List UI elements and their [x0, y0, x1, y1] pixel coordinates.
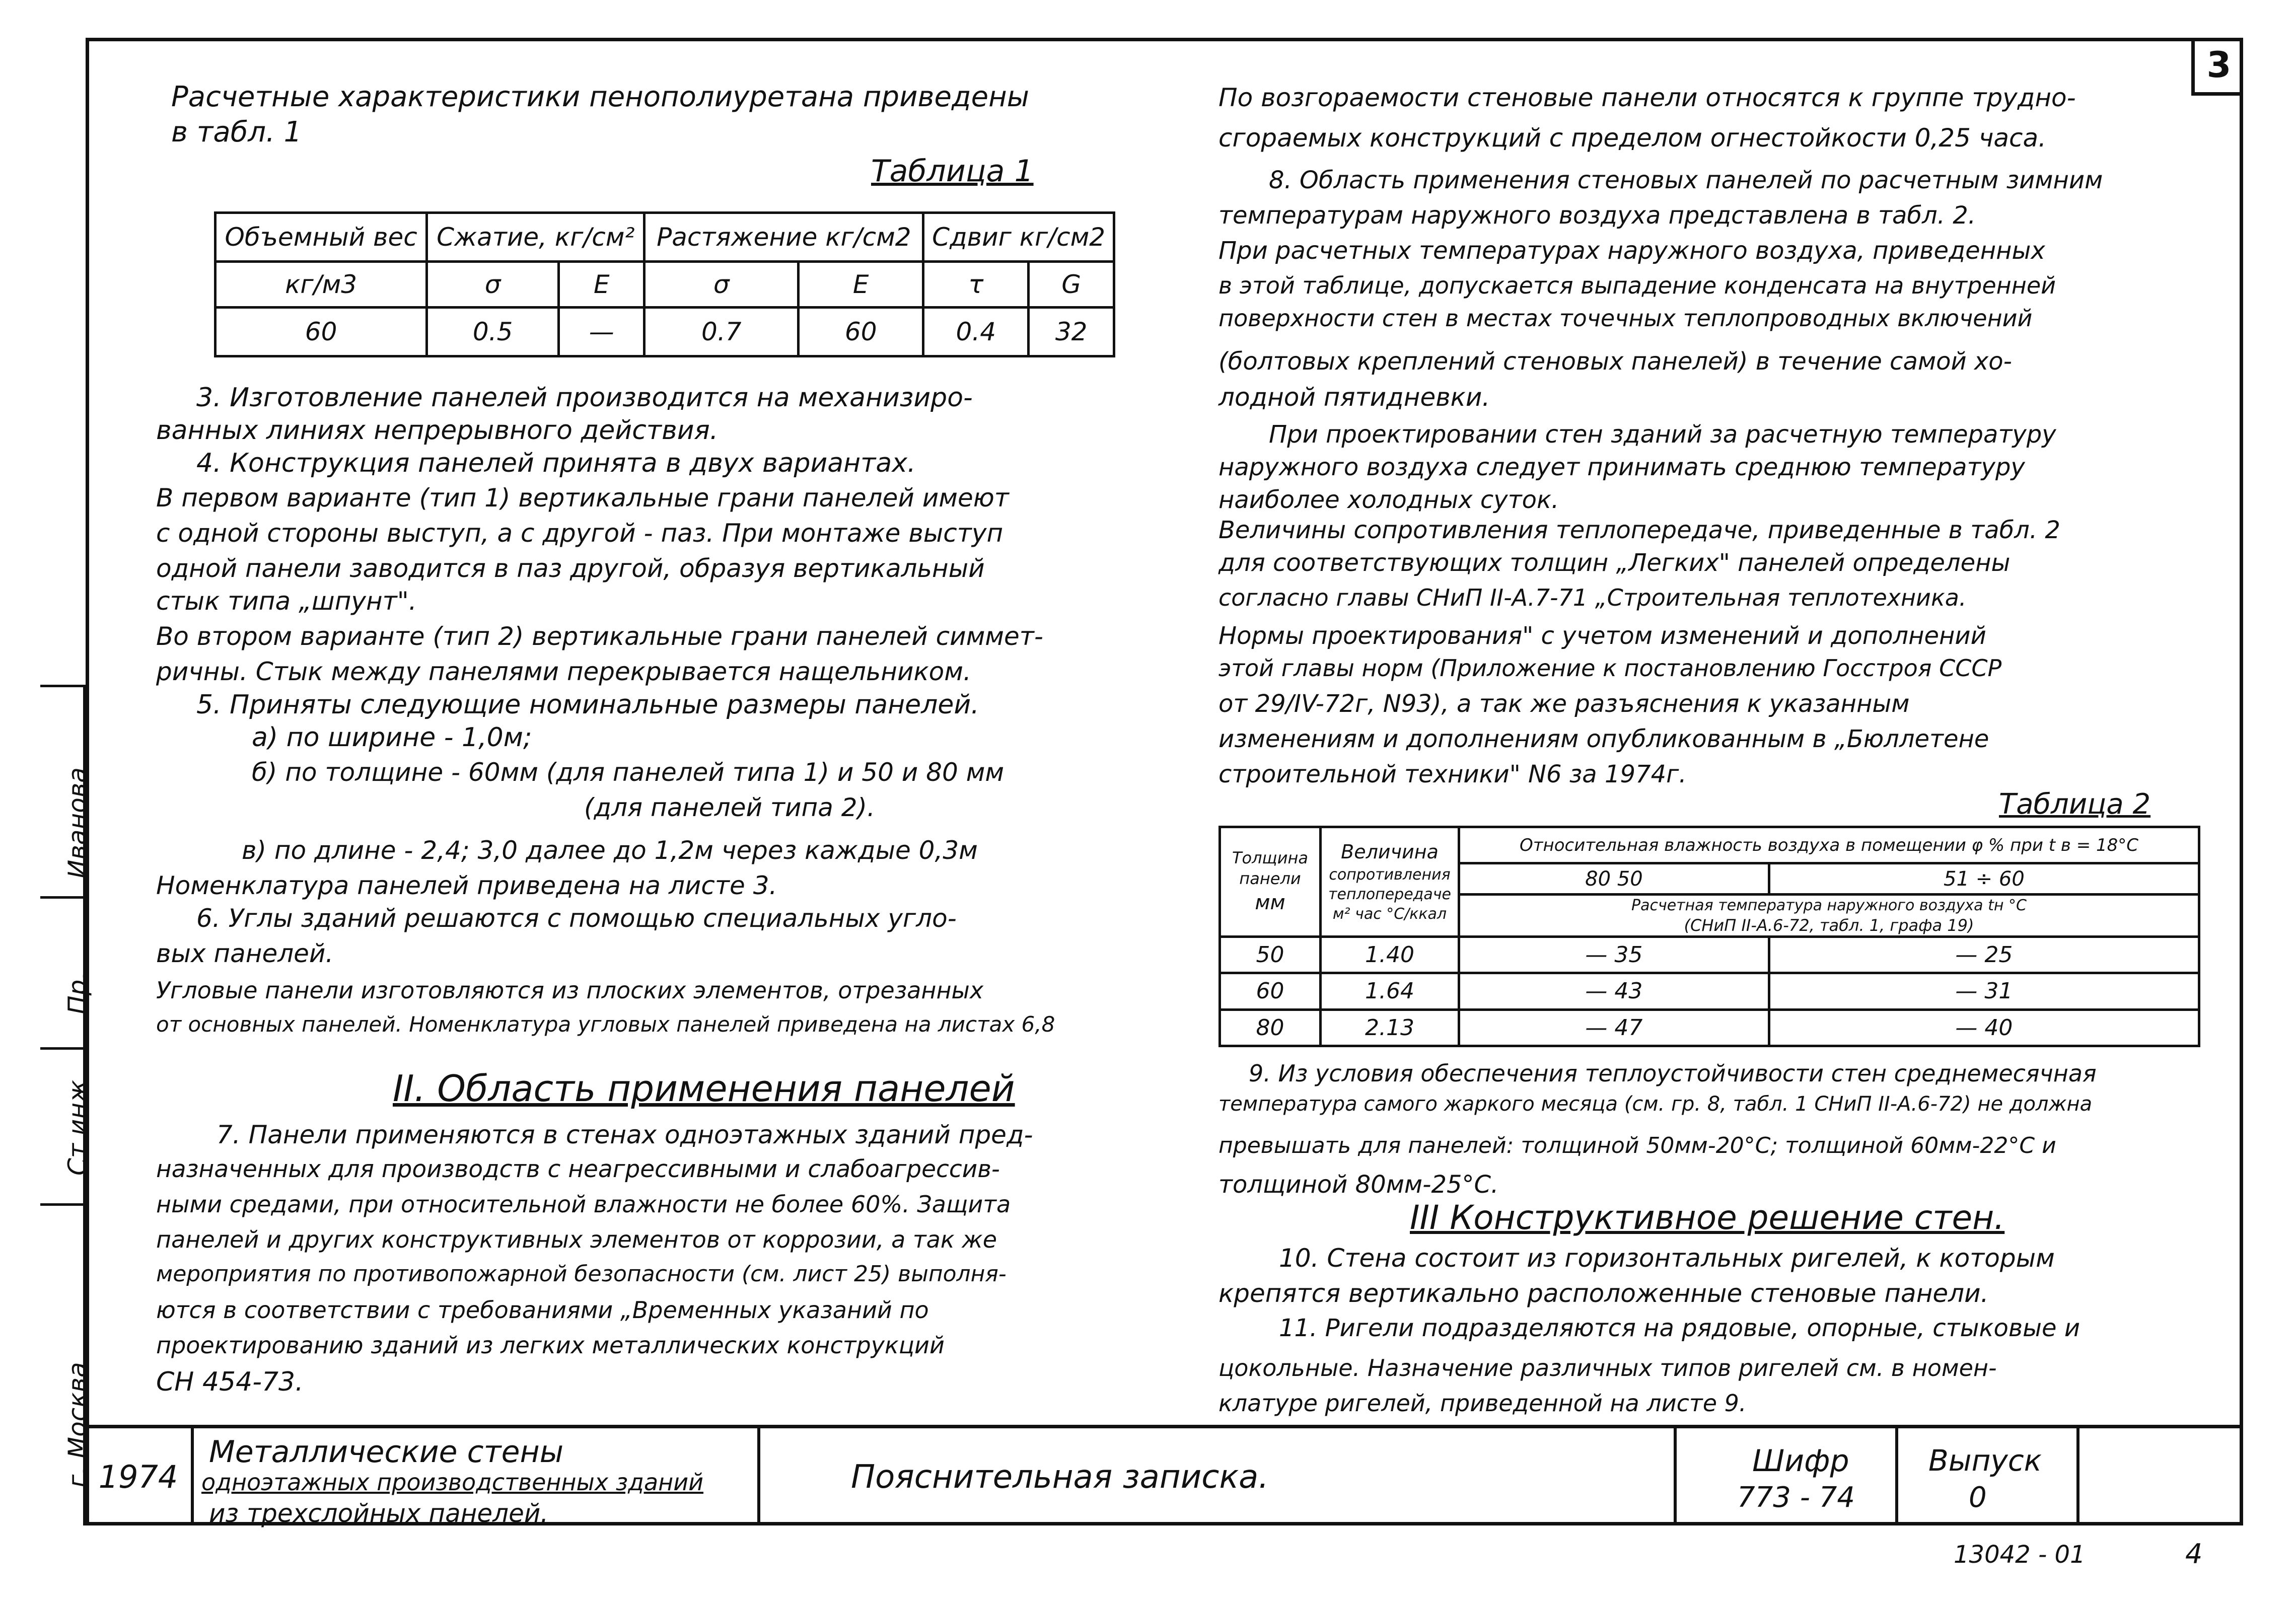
t2-h-resist-2: сопротивления — [1329, 865, 1451, 884]
para8-line2: температурам наружного воздуха представлена в табл. 2. — [1218, 201, 1976, 230]
t2-h-thickness-1: Толщина — [1232, 848, 1309, 867]
side-stinzh: Ст инж — [63, 1079, 92, 1176]
title-block — [86, 1425, 2243, 1528]
t2-h-resist-4: м² час °С/ккал — [1332, 905, 1447, 923]
para6-line1: 6. Углы зданий решаются с помощью специальных угло- — [196, 904, 957, 933]
para7-line7: проектированию зданий из легких металлических конструкций — [156, 1332, 945, 1359]
para4-line6: Во втором варианте (тип 2) вертикальные грани панелей симмет- — [156, 622, 1043, 651]
side-cell-sign — [40, 896, 92, 1047]
para7-line1: 7. Панели применяются в стенах одноэтажных зданий пред- — [217, 1120, 1033, 1149]
side-moskva: г. Москва — [63, 1362, 92, 1488]
para8-line6: (болтовых креплений стеновых панелей) в течение самой хо- — [1218, 347, 2012, 376]
para4-line5: стык типа „шпунт". — [156, 587, 417, 616]
para8-line7: лодной пятидневки. — [1218, 383, 1490, 412]
para4-line4: одной панели заводится в паз другой, образуя вертикальный — [156, 554, 985, 583]
t2-humidity-2: 51 ÷ 60 — [1769, 863, 2199, 895]
para7-line4: панелей и других конструктивных элементов от коррозии, а так же — [156, 1226, 997, 1253]
tb-issue-value: 0 — [1969, 1481, 1987, 1514]
resist-line7: изменениям и дополнениям опубликованным в „Бюллетене — [1218, 725, 1989, 753]
para9-line3: превышать для панелей: толщиной 50мм-20°С; толщиной 60мм-22°С и — [1218, 1133, 2056, 1158]
t2-row-50 — [1220, 936, 2199, 973]
t1-sym-e2: E — [799, 261, 923, 308]
page-number: 4 — [2185, 1538, 2203, 1570]
para7-line8: СН 454-73. — [156, 1367, 304, 1397]
t2-row-80 — [1220, 1009, 2199, 1046]
section3-title: III Конструктивное решение стен. — [1410, 1198, 2005, 1237]
para4-line7: ричны. Стык между панелями перекрывается нащельником. — [156, 657, 971, 686]
doc-code: 13042 - 01 — [1954, 1541, 2086, 1569]
para6-line3: Угловые панели изготовляются из плоских элементов, отрезанных — [156, 977, 984, 1004]
table1-caption: Таблица 1 — [871, 154, 1034, 189]
side-cell-moskva — [40, 1203, 92, 1525]
resist-line3: согласно главы СНиП II-А.7-71 „Строительная теплотехника. — [1218, 584, 1967, 611]
t1-h-compression: Сжатие, кг/см² — [427, 213, 644, 262]
para4-line1: 4. Конструкция панелей принята в двух вариантах. — [196, 448, 916, 478]
para11-line1: 11. Ригели подразделяются на рядовые, опорные, стыковые и — [1279, 1314, 2080, 1342]
t1-val-shear-g: 32 — [1029, 308, 1114, 356]
t1-val-comp-e: — — [559, 308, 644, 356]
para7-line2: назначенных для производств с неагрессивными и слабоагрессив- — [156, 1155, 1000, 1183]
t1-sym-tau: τ — [923, 261, 1029, 308]
para5-c: в) по длине - 2,4; 3,0 далее до 1,2м через каждые 0,3м — [242, 836, 978, 865]
design-line1: При проектировании стен зданий за расчетную температуру — [1269, 420, 2056, 449]
t2-h-resist-1: Величина — [1341, 841, 1439, 863]
para5-a: а) по ширине - 1,0м; — [252, 722, 532, 753]
tb-subject-3: из трехслойных панелей. — [209, 1499, 549, 1528]
t1-sym-g: G — [1029, 261, 1114, 308]
para5-b: б) по толщине - 60мм (для панелей типа 1) и 50 и 80 мм — [252, 758, 1004, 787]
tb-subject-1: Металлические стены — [209, 1434, 564, 1470]
tb-cipher-value: 773 - 74 — [1737, 1481, 1855, 1514]
t1-val-comp-sigma: 0.5 — [427, 308, 559, 356]
para9-line2: температура самого жаркого месяца (см. гр. 8, табл. 1 СНиП II-А.6-72) не должна — [1218, 1093, 2093, 1116]
para5-nomen: Номенклатура панелей приведена на листе 3. — [156, 871, 777, 900]
t2-r2-t2: — 31 — [1769, 973, 2199, 1009]
side-sign: Пр. — [63, 971, 92, 1014]
para9-line1: 9. Из условия обеспечения теплоустойчивости стен среднемесячная — [1249, 1060, 2097, 1087]
t2-r3-thick: 80 — [1220, 1009, 1321, 1046]
para7-line6: ются в соответствии с требованиями „Временных указаний по — [156, 1296, 929, 1324]
side-ivanova: Иванова — [63, 767, 92, 879]
t2-r1-t1: — 35 — [1459, 936, 1769, 973]
fire-line2: сгораемых конструкций с пределом огнестойкости 0,25 часа. — [1218, 123, 2047, 153]
t1-h-unit: кг/м3 — [216, 261, 427, 308]
tb-doc-title: Пояснительная записка. — [851, 1458, 1269, 1496]
sheet-number: 3 — [2191, 38, 2243, 96]
resist-line1: Величины сопротивления теплопередаче, приведенные в табл. 2 — [1218, 516, 2060, 544]
para4-line3: с одной стороны выступ, а с другой - паз. При монтаже выступ — [156, 519, 1003, 548]
t2-r3-t2: — 40 — [1769, 1009, 2199, 1046]
para3-line2: ванных линиях непрерывного действия. — [156, 415, 719, 446]
para7-line3: ными средами, при относительной влажности не более 60%. Защита — [156, 1191, 1011, 1218]
para7-line5: мероприятия по противопожарной безопасности (см. лист 25) выполня- — [156, 1261, 1007, 1287]
t1-val-tens-sigma: 0.7 — [644, 308, 799, 356]
t2-h-thickness-2: панели — [1239, 869, 1301, 889]
intro-line-1: Расчетные характеристики пенополиуретана приведены — [171, 81, 1029, 113]
t1-h-volume: Объемный вес — [216, 213, 427, 262]
approval-sidebar — [40, 685, 92, 1525]
table2-caption: Таблица 2 — [1999, 788, 2151, 821]
para9-line4: толщиной 80мм-25°С. — [1218, 1171, 1499, 1199]
para11-line2: цокольные. Назначение различных типов ригелей см. в номен- — [1218, 1354, 1997, 1381]
t2-h-thickness-3: мм — [1255, 891, 1285, 914]
t1-val-volume: 60 — [216, 308, 427, 356]
t1-val-tens-e: 60 — [799, 308, 923, 356]
resist-line2: для соответствующих толщин „Легких" панелей определены — [1218, 549, 2011, 577]
para3-line1: 3. Изготовление панелей производится на механизиро- — [196, 383, 973, 413]
para11-line3: клатуре ригелей, приведенной на листе 9. — [1218, 1390, 1747, 1417]
t2-r3-t1: — 47 — [1459, 1009, 1769, 1046]
para8-line5: поверхности стен в местах точечных теплопроводных включений — [1218, 305, 2033, 332]
para6-line4: от основных панелей. Номенклатура угловых панелей приведена на листах 6,8 — [156, 1012, 1055, 1037]
tb-year-cell — [86, 1428, 194, 1525]
para8-line4: в этой таблице, допускается выпадение конденсата на внутренней — [1218, 272, 2056, 299]
intro-line-2: в табл. 1 — [171, 116, 302, 149]
para10-line1: 10. Стена состоит из горизонтальных ригелей, к которым — [1279, 1244, 2055, 1273]
t2-r1-res: 1.40 — [1321, 936, 1459, 973]
t1-sym-sigma1: σ — [427, 261, 559, 308]
t1-h-tension: Растяжение кг/см2 — [644, 213, 923, 262]
fire-line1: По возгораемости стеновые панели относятся к группе трудно- — [1218, 83, 2076, 112]
side-cell-stinzh — [40, 1047, 92, 1203]
tb-issue-label: Выпуск — [1928, 1443, 2042, 1478]
tb-subject-cell — [194, 1428, 760, 1528]
t2-r1-t2: — 25 — [1769, 936, 2199, 973]
section2-title: II. Область применения панелей — [393, 1067, 1015, 1110]
t2-h-temp: Расчетная температура наружного воздуха tн °С — [1459, 895, 2199, 915]
para5-b2: (для панелей типа 2). — [584, 793, 875, 822]
t2-row-60 — [1220, 973, 2199, 1009]
tb-title-cell — [760, 1428, 1677, 1525]
resist-line4: Нормы проектирования" с учетом изменений и дополнений — [1218, 622, 1986, 650]
tb-cipher-cell — [1677, 1428, 1898, 1525]
t1-sym-e1: E — [559, 261, 644, 308]
t2-r2-res: 1.64 — [1321, 973, 1459, 1009]
para8-line3: При расчетных температурах наружного воздуха, приведенных — [1218, 237, 2045, 265]
tb-year: 1974 — [98, 1458, 178, 1495]
t2-humidity-1: 80 50 — [1459, 863, 1769, 895]
t2-h-resistance — [1321, 827, 1459, 937]
para5-line1: 5. Приняты следующие номинальные размеры панелей. — [196, 690, 979, 720]
t1-val-shear-tau: 0.4 — [923, 308, 1029, 356]
table-1 — [214, 211, 1115, 357]
table-2 — [1218, 826, 2200, 1047]
t2-h-thickness — [1220, 827, 1321, 937]
tb-cipher-label: Шифр — [1752, 1443, 1849, 1479]
t2-r2-t1: — 43 — [1459, 973, 1769, 1009]
para8-line1: 8. Область применения стеновых панелей по расчетным зимним — [1269, 166, 2103, 194]
para10-line2: крепятся вертикально расположенные стеновые панели. — [1218, 1279, 1989, 1308]
t2-h-resist-3: теплопередаче — [1328, 885, 1451, 903]
side-cell-ivanova — [40, 685, 92, 896]
para6-line2: вых панелей. — [156, 939, 334, 968]
design-line2: наружного воздуха следует принимать среднюю температуру — [1218, 453, 2025, 481]
t2-r1-thick: 50 — [1220, 936, 1321, 973]
t2-r2-thick: 60 — [1220, 973, 1321, 1009]
design-line3: наиболее холодных суток. — [1218, 486, 1559, 514]
resist-line5: этой главы норм (Приложение к постановлению Госстроя СССР — [1218, 654, 2002, 682]
tb-subject-2: одноэтажных производственных зданий — [201, 1469, 704, 1496]
resist-line8: строительной техники" N6 за 1974г. — [1218, 760, 1687, 788]
t2-h-humidity: Относительная влажность воздуха в помещении φ % при t в = 18°С — [1459, 827, 2199, 863]
t2-r3-res: 2.13 — [1321, 1009, 1459, 1046]
t1-h-shear: Сдвиг кг/см2 — [923, 213, 1114, 262]
tb-issue-cell — [1898, 1428, 2079, 1525]
t2-h-temp-src: (СНиП II-А.6-72, табл. 1, графа 19) — [1459, 915, 2199, 936]
para4-line2: В первом варианте (тип 1) вертикальные грани панелей имеют — [156, 483, 1009, 513]
t1-sym-sigma2: σ — [644, 261, 799, 308]
resist-line6: от 29/IV-72г, N93), а так же разъяснения к указанным — [1218, 690, 1910, 718]
